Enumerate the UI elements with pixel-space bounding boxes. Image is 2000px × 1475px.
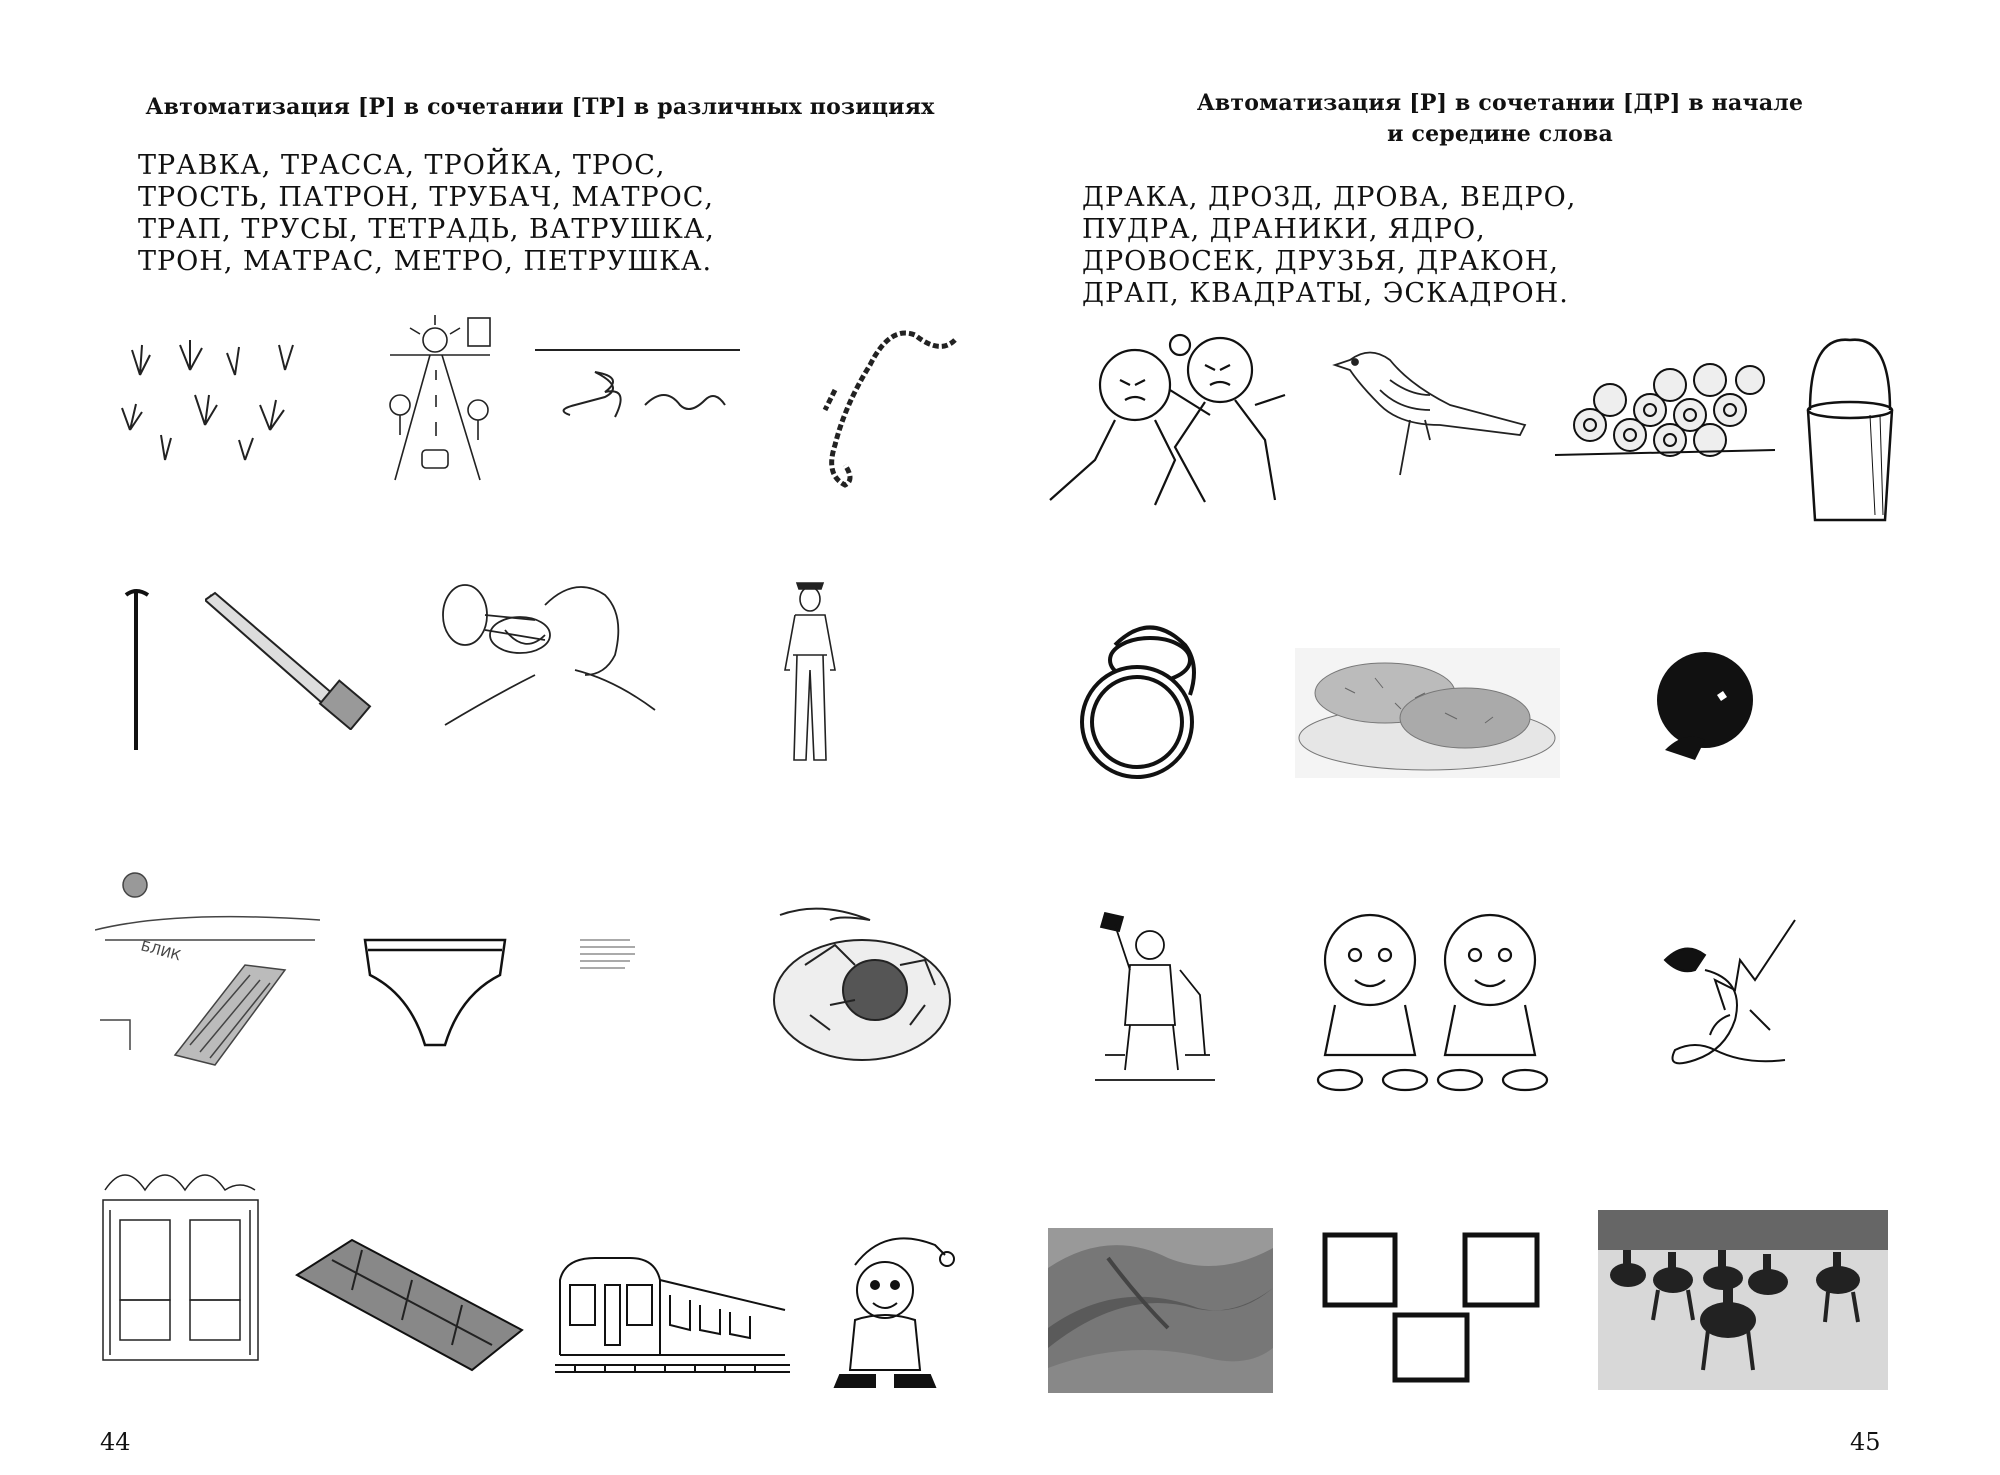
word-line: ТРАВКА, ТРАССА, ТРОЙКА, ТРОС, <box>138 150 666 181</box>
bucket-icon <box>1800 335 1900 525</box>
cane-icon <box>118 585 158 755</box>
draniki-photo <box>1295 648 1560 778</box>
petrushka-icon <box>825 1225 955 1395</box>
word-line: ТРОСТЬ, ПАТРОН, ТРУБАЧ, МАТРОС, <box>138 182 715 213</box>
drape-cloth-photo <box>1048 1228 1273 1393</box>
notebook-photo <box>560 895 695 1035</box>
powder-compact-icon <box>1075 610 1225 780</box>
word-line: ДРАП, КВАДРАТЫ, ЭСКАДРОН. <box>1082 278 1569 309</box>
page-number-right: 45 <box>1850 1428 1881 1456</box>
left-heading: Автоматизация [Р] в сочетании [ТР] в различных позициях <box>145 94 935 120</box>
woodcutter-icon <box>1085 905 1220 1085</box>
right-heading <box>1070 88 1930 150</box>
cartridge-icon <box>205 590 385 730</box>
road-icon <box>380 310 500 485</box>
fight-icon <box>1045 330 1315 510</box>
right-page <box>1000 0 2000 1475</box>
word-line: ПУДРА, ДРАНИКИ, ЯДРО, <box>1082 214 1486 245</box>
cavalry-squadron-photo <box>1598 1210 1888 1390</box>
grass-icon <box>110 330 330 470</box>
throne-icon <box>95 1160 265 1370</box>
word-line: ДРАКА, ДРОЗД, ДРОВА, ВЕДРО, <box>1082 182 1577 213</box>
underpants-icon <box>360 935 510 1050</box>
mattress-photo <box>292 1235 527 1375</box>
trumpeter-icon <box>425 575 675 735</box>
word-line: ТРОН, МАТРАС, МЕТРО, ПЕТРУШКА. <box>138 246 713 277</box>
right-word-list <box>1082 182 1576 310</box>
word-line: ТРАП, ТРУСЫ, ТЕТРАДЬ, ВАТРУШКА, <box>138 214 715 245</box>
sailor-icon <box>775 575 845 770</box>
firewood-icon <box>1545 340 1780 470</box>
thrush-icon <box>1330 340 1530 480</box>
gangway-photo <box>95 870 320 1070</box>
svg-text:БЛИК: БЛИК <box>138 938 183 965</box>
right-heading-line-2: и середине слова <box>1387 121 1613 147</box>
page-number-left: 44 <box>100 1428 131 1456</box>
right-heading-line-1: Автоматизация [Р] в сочетании [ДР] в начале <box>1196 90 1804 116</box>
word-line: ДРОВОСЕК, ДРУЗЬЯ, ДРАКОН, <box>1082 246 1559 277</box>
dragon-icon <box>1655 915 1805 1085</box>
cheesecake-photo <box>770 905 955 1065</box>
metro-train-icon <box>555 1250 790 1380</box>
friends-icon <box>1295 905 1570 1095</box>
rope-icon <box>795 320 960 490</box>
squares-icon <box>1320 1230 1550 1385</box>
left-word-list <box>138 150 715 278</box>
cannonball-icon <box>1655 645 1755 765</box>
troika-icon <box>535 335 745 435</box>
